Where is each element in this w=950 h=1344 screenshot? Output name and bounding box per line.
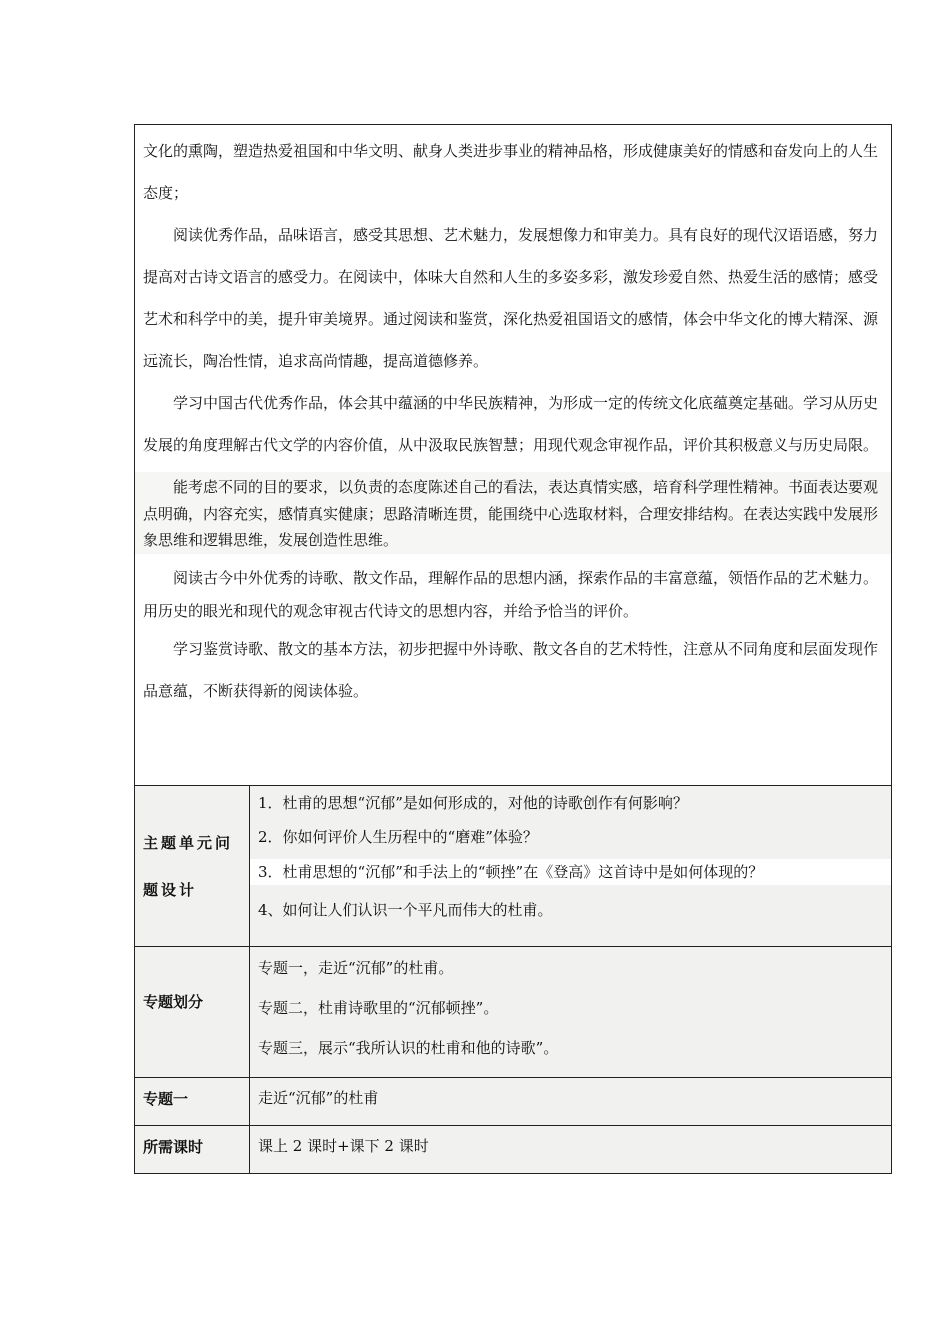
question-item-2: 2．你如何评价人生历程中的“磨难”体验？ <box>258 828 538 846</box>
topics-content-cell <box>250 947 892 1078</box>
curriculum-table <box>134 124 892 1174</box>
hours-content-cell <box>250 1126 892 1174</box>
objective-paragraph-2: 阅读优秀作品，品味语言，感受其思想、艺术魅力，发展想像力和审美力。具有良好的现代汉语语感，努力提高对古诗文语言的感受力。在阅读中，体味大自然和人生的多姿多彩，激发珍爱自然、热爱生活的感情；感受艺术和科学中的美，提升审美境界。通过阅读和鉴赏，深化热爱祖国语文的感情，体会中华文化的博大精深、源远流长，陶冶性情，追求高尚情趣，提高道德修养。 <box>143 226 879 370</box>
objective-paragraph-3: 学习中国古代优秀作品，体会其中蕴涵的中华民族精神，为形成一定的传统文化底蕴奠定基础。学习从历史发展的角度理解古代文学的内容价值，从中汲取民族智慧；用现代观念审视作品，评价其积极意义与历史局限。 <box>143 394 879 454</box>
question-item-1: 1．杜甫的思想“沉郁”是如何形成的，对他的诗歌创作有何影响？ <box>258 794 688 812</box>
topic1-content-cell <box>250 1078 892 1126</box>
objective-paragraph-6: 学习鉴赏诗歌、散文的基本方法，初步把握中外诗歌、散文各自的艺术特性，注意从不同角度和层面发现作品意蕴，不断获得新的阅读体验。 <box>143 639 879 700</box>
questions-row <box>135 786 892 947</box>
hours-row <box>135 1126 892 1174</box>
objectives-row <box>135 125 892 786</box>
topic-item-3: 专题三，展示“我所认识的杜甫和他的诗歌”。 <box>258 1039 559 1057</box>
question-item-3: 3．杜甫思想的“沉郁”和手法上的“顿挫”在《登高》这首诗中是如何体现的？ <box>250 859 899 885</box>
topics-row <box>135 947 892 1078</box>
topic1-row <box>135 1078 892 1126</box>
hours-label-cell <box>135 1126 250 1174</box>
objective-paragraph-4: 能考虑不同的目的要求，以负责的态度陈述自己的看法，表达真情实感，培育科学理性精神。书面表达要观点明确，内容充实，感情真实健康；思路清晰连贯，能围绕中心选取材料，合理安排结构。在表达实践中发展形象思维和逻辑思维，发展创造性思维。 <box>143 478 879 549</box>
topic1-value: 走近“沉郁”的杜甫 <box>258 1089 379 1107</box>
highlighted-block <box>135 472 891 554</box>
questions-content-cell <box>250 786 892 947</box>
topic1-label-cell <box>135 1078 250 1126</box>
topics-label: 专题划分 <box>143 993 204 1011</box>
topic-item-1: 专题一，走近“沉郁”的杜甫。 <box>258 959 454 977</box>
question-item-4: 4、如何让人们认识一个平凡而伟大的杜甫。 <box>258 901 553 919</box>
objective-paragraph-1: 文化的熏陶，塑造热爱祖国和中华文明、献身人类进步事业的精神品格，形成健康美好的情感和奋发向上的人生态度； <box>143 142 879 202</box>
questions-label: 主题单元问题设计 <box>143 834 234 899</box>
topic-item-2: 专题二，杜甫诗歌里的“沉郁顿挫”。 <box>258 999 499 1017</box>
topic1-label: 专题一 <box>143 1090 189 1108</box>
topics-label-cell <box>135 947 250 1078</box>
hours-value: 课上 2 课时+课下 2 课时 <box>258 1137 429 1155</box>
questions-label-cell <box>135 786 250 947</box>
hours-label: 所需课时 <box>143 1138 204 1156</box>
objective-paragraph-5: 阅读古今中外优秀的诗歌、散文作品，理解作品的思想内涵，探索作品的丰富意蕴，领悟作品的艺术魅力。用历史的眼光和现代的观念审视古代诗文的思想内容，并给予恰当的评价。 <box>143 568 879 620</box>
objectives-cell <box>135 125 892 786</box>
